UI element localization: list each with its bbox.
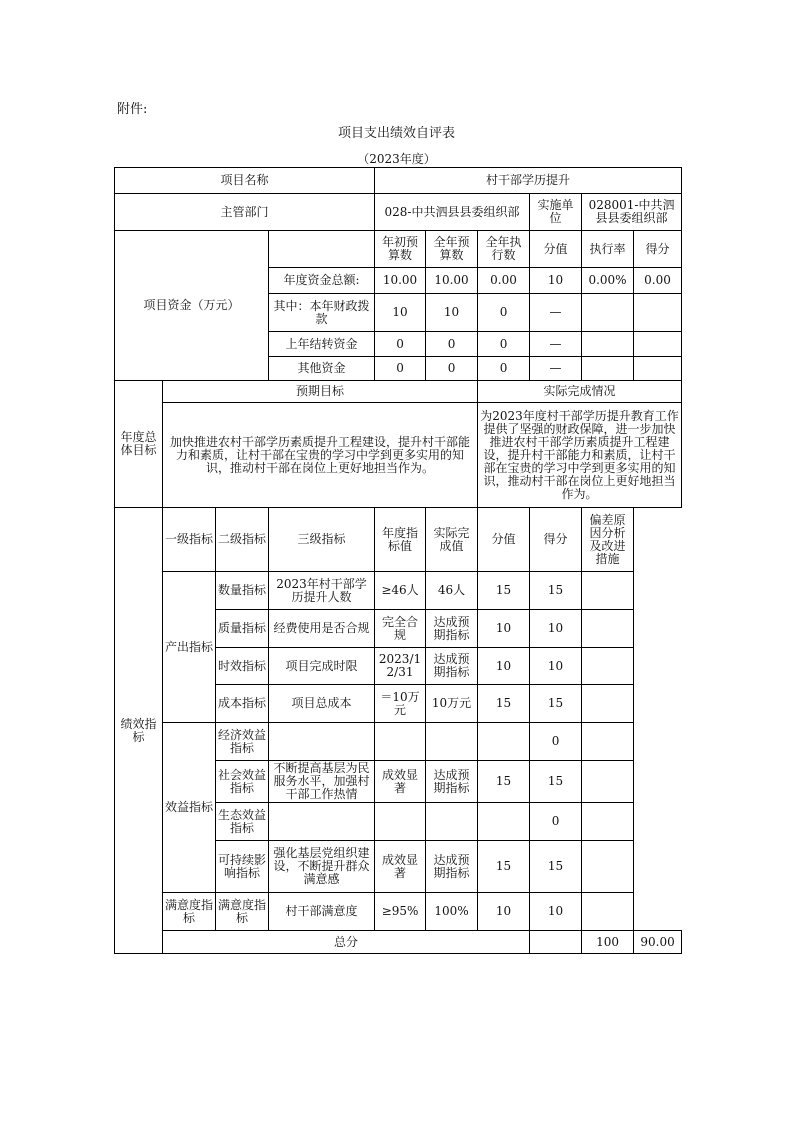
funds-executed: 0 (478, 357, 530, 381)
form-title: 项目支出绩效自评表 (337, 126, 455, 141)
target-cell: ≥46人 (375, 572, 426, 610)
level3-cell (269, 723, 375, 761)
note-cell (582, 610, 634, 648)
level2-cell: 可持续影响指标 (216, 841, 269, 893)
project-name-label: 项目名称 (115, 168, 375, 194)
note-cell (582, 572, 634, 610)
indicator-header-row (115, 508, 682, 572)
total-blank (530, 931, 582, 954)
department-row (115, 194, 682, 231)
total-row (115, 931, 682, 954)
target-cell (375, 803, 426, 841)
header-target: 年度指标值 (375, 508, 426, 572)
funds-score (634, 357, 682, 381)
indicator-row (115, 572, 682, 610)
level3-cell: 不断提高基层为民服务水平，加强村干部工作热情 (269, 761, 375, 803)
level2-cell: 社会效益指标 (216, 761, 269, 803)
header-deviation: 偏差原因分析及改进措施 (582, 508, 634, 572)
level3-cell: 项目总成本 (269, 685, 375, 723)
level2-cell: 满意度指标 (216, 893, 269, 931)
funds-label: 项目资金（万元） (115, 231, 269, 381)
funds-weight: — (530, 294, 582, 332)
actual-cell: 100% (426, 893, 478, 931)
note-cell (582, 761, 634, 803)
expected-goal-text: 加快推进农村干部学历素质提升工程建设，提升村干部能力和素质，让村干部在宝贵的学习中学到更多实用的知识，推动村干部在岗位上更好地担当作为。 (163, 403, 478, 508)
funds-executed: 0 (478, 332, 530, 357)
funds-rate (582, 332, 634, 357)
target-cell: ≥95% (375, 893, 426, 931)
goal-header-row (115, 381, 682, 403)
satisfaction-indicator-label: 满意度指标 (163, 893, 216, 931)
funds-rate: 0.00% (582, 268, 634, 294)
weight-cell (478, 803, 530, 841)
note-cell (582, 723, 634, 761)
target-cell: ＝10万元 (375, 685, 426, 723)
funds-row-label: 上年结转资金 (269, 332, 375, 357)
funds-header-rate: 执行率 (582, 231, 634, 268)
weight-cell: 15 (478, 761, 530, 803)
note-cell (582, 841, 634, 893)
funds-weight: 10 (530, 268, 582, 294)
target-cell: 完全合规 (375, 610, 426, 648)
header-level3: 三级指标 (269, 508, 375, 572)
funds-header-budget-start: 年初预算数 (375, 231, 426, 268)
target-cell: 成效显著 (375, 841, 426, 893)
output-indicator-label: 产出指标 (163, 572, 216, 723)
weight-cell: 10 (478, 648, 530, 685)
funds-header-executed: 全年执行数 (478, 231, 530, 268)
actual-cell: 达成预期指标 (426, 648, 478, 685)
funds-executed: 0 (478, 294, 530, 332)
target-cell: 2023/12/31 (375, 648, 426, 685)
score-cell: 10 (530, 610, 582, 648)
level2-cell: 生态效益指标 (216, 803, 269, 841)
actual-cell (426, 723, 478, 761)
actual-cell: 达成预期指标 (426, 761, 478, 803)
weight-cell: 15 (478, 685, 530, 723)
indicators-label: 绩效指标 (115, 508, 163, 954)
level3-cell: 经费使用是否合规 (269, 610, 375, 648)
funds-score: 0.00 (634, 268, 682, 294)
total-label: 总分 (163, 931, 530, 954)
header-score: 得分 (530, 508, 582, 572)
level2-cell: 时效指标 (216, 648, 269, 685)
weight-cell: 10 (478, 610, 530, 648)
funds-weight: — (530, 332, 582, 357)
funds-row-label: 年度资金总额: (269, 268, 375, 294)
unit-value: 028001-中共泗县县委组织部 (582, 194, 682, 231)
score-cell: 15 (530, 841, 582, 893)
total-weight: 100 (582, 931, 634, 954)
weight-cell: 15 (478, 572, 530, 610)
funds-budget-year: 0 (426, 357, 478, 381)
benefit-indicator-label: 效益指标 (163, 723, 216, 893)
actual-completion-header: 实际完成情况 (478, 381, 682, 403)
actual-cell: 46人 (426, 572, 478, 610)
score-cell: 15 (530, 761, 582, 803)
score-cell: 10 (530, 893, 582, 931)
department-value: 028-中共泗县县委组织部 (375, 194, 530, 231)
header-weight: 分值 (478, 508, 530, 572)
funds-row-label: 其中：本年财政拨款 (269, 294, 375, 332)
funds-budget-start: 0 (375, 332, 426, 357)
funds-weight: — (530, 357, 582, 381)
funds-budget-year: 0 (426, 332, 478, 357)
funds-header-row (115, 231, 682, 268)
weight-cell: 15 (478, 841, 530, 893)
note-cell (582, 893, 634, 931)
funds-header-blank (269, 231, 375, 268)
level3-cell: 村干部满意度 (269, 893, 375, 931)
indicator-row (115, 893, 682, 931)
funds-header-score: 得分 (634, 231, 682, 268)
funds-row-label: 其他资金 (269, 357, 375, 381)
header-level1: 一级指标 (163, 508, 216, 572)
header-actual: 实际完成值 (426, 508, 478, 572)
actual-cell: 10万元 (426, 685, 478, 723)
project-name-row (115, 168, 682, 194)
form-year: （2023年度） (357, 152, 436, 166)
funds-budget-start: 10.00 (375, 268, 426, 294)
level2-cell: 数量指标 (216, 572, 269, 610)
funds-budget-start: 10 (375, 294, 426, 332)
header-level2: 二级指标 (216, 508, 269, 572)
level3-cell: 2023年村干部学历提升人数 (269, 572, 375, 610)
actual-cell: 达成预期指标 (426, 610, 478, 648)
funds-budget-year: 10.00 (426, 268, 478, 294)
funds-budget-start: 0 (375, 357, 426, 381)
funds-budget-year: 10 (426, 294, 478, 332)
actual-completion-text: 为2023年度村干部学历提升教育工作提供了坚强的财政保障，进一步加快推进农村干部学历素质提升工程建设，提升村干部能力和素质，让村干部在宝贵的学习中学到更多实用的知识，推动村干部在岗位上更好地担当作为。 (478, 403, 682, 508)
self-evaluation-table (114, 167, 682, 954)
target-cell: 成效显著 (375, 761, 426, 803)
level2-cell: 经济效益指标 (216, 723, 269, 761)
total-score: 90.00 (634, 931, 682, 954)
level3-cell (269, 803, 375, 841)
score-cell: 15 (530, 572, 582, 610)
level3-cell: 强化基层党组织建设，不断提升群众满意感 (269, 841, 375, 893)
goal-label: 年度总体目标 (115, 381, 163, 508)
indicator-row (115, 723, 682, 761)
expected-goal-header: 预期目标 (163, 381, 478, 403)
actual-cell: 达成预期指标 (426, 841, 478, 893)
weight-cell (478, 723, 530, 761)
note-cell (582, 648, 634, 685)
attachment-label: 附件: (117, 102, 148, 117)
actual-cell (426, 803, 478, 841)
department-label: 主管部门 (115, 194, 375, 231)
funds-rate (582, 294, 634, 332)
level3-cell: 项目完成时限 (269, 648, 375, 685)
funds-score (634, 332, 682, 357)
funds-score (634, 294, 682, 332)
funds-executed: 0.00 (478, 268, 530, 294)
score-cell: 10 (530, 648, 582, 685)
note-cell (582, 685, 634, 723)
note-cell (582, 803, 634, 841)
unit-label: 实施单位 (530, 194, 582, 231)
score-cell: 0 (530, 723, 582, 761)
project-name-value: 村干部学历提升 (375, 168, 682, 194)
funds-rate (582, 357, 634, 381)
goal-content-row (115, 403, 682, 508)
level2-cell: 成本指标 (216, 685, 269, 723)
funds-header-budget-year: 全年预算数 (426, 231, 478, 268)
target-cell (375, 723, 426, 761)
funds-header-weight: 分值 (530, 231, 582, 268)
weight-cell: 10 (478, 893, 530, 931)
score-cell: 15 (530, 685, 582, 723)
score-cell: 0 (530, 803, 582, 841)
level2-cell: 质量指标 (216, 610, 269, 648)
